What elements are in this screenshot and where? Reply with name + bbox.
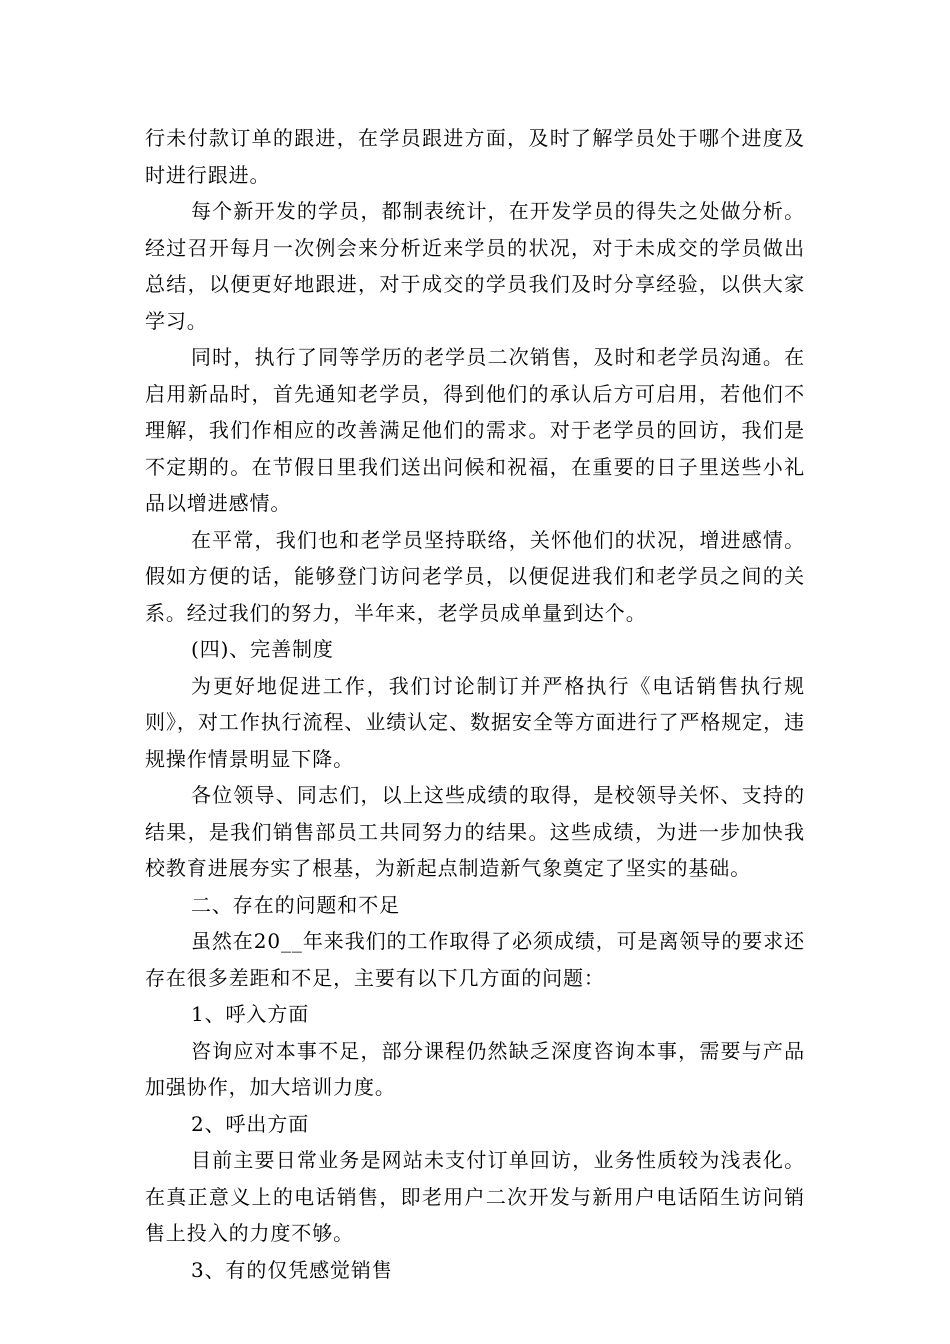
paragraph-gap: 虽然在20__年来我们的工作取得了必须成绩，可是离领导的要求还存在很多差距和不足，主要有以下几方面的问题：: [145, 929, 805, 990]
subheading-feeling-sales: 3、有的仅凭感觉销售: [191, 1257, 393, 1282]
paragraph-contact: 在平常，我们也和老学员坚持联络，关怀他们的状况，增进感情。假如方便的话，能够登门访问老学员，以便促进我们和老学员之间的关系。经过我们的努力，半年来，老学员成单量到达个。: [145, 527, 805, 625]
paragraph-inbound: 咨询应对本事不足，部分课程仍然缺乏深度咨询本事，需要与产品加强协作，加大培训力度。: [145, 1038, 805, 1099]
paragraph-outbound: 目前主要日常业务是网站未支付订单回访，业务性质较为浅表化。在真正意义上的电话销售，即老用户二次开发与新用户电话陌生访问销售上投入的力度不够。: [145, 1148, 805, 1245]
paragraph-old-students: 同时，执行了同等学历的老学员二次销售，及时和老学员沟通。在启用新品时，首先通知老学员，得到他们的承认后方可启用，若他们不理解，我们作相应的改善满足他们的需求。对于老学员的回访，我们是不定期的。在节假日里我们送出问候和祝福，在重要的日子里送些小礼品以增进感情。: [145, 345, 805, 515]
paragraph-new-students: 每个新开发的学员，都制表统计，在开发学员的得失之处做分析。经过召开每月一次例会来分析近来学员的状况，对于未成交的学员做出总结，以便更好地跟进，对于成交的学员我们及时分享经验，以供大家学习。: [145, 199, 805, 333]
paragraph-rules: 为更好地促进工作，我们讨论制订并严格执行《电话销售执行规则》，对工作执行流程、业绩认定、数据安全等方面进行了严格规定，违规操作情景明显下降。: [145, 673, 805, 771]
section-heading-problems: 二、存在的问题和不足: [191, 892, 400, 917]
section-heading-system: (四)、完善制度: [191, 637, 334, 661]
paragraph-continuation: 行未付款订单的跟进，在学员跟进方面，及时了解学员处于哪个进度及时进行跟进。: [145, 126, 805, 187]
subheading-outbound: 2、呼出方面: [191, 1111, 310, 1136]
document-body: [145, 120, 805, 1288]
subheading-inbound: 1、呼入方面: [191, 1002, 310, 1026]
paragraph-achievements: 各位领导、同志们，以上这些成绩的取得，是校领导关怀、支持的结果，是我们销售部员工共同努力的结果。这些成绩，为进一步加快我校教育进展夯实了根基，为新起点制造新气象奠定了坚实的基础。: [145, 783, 805, 880]
